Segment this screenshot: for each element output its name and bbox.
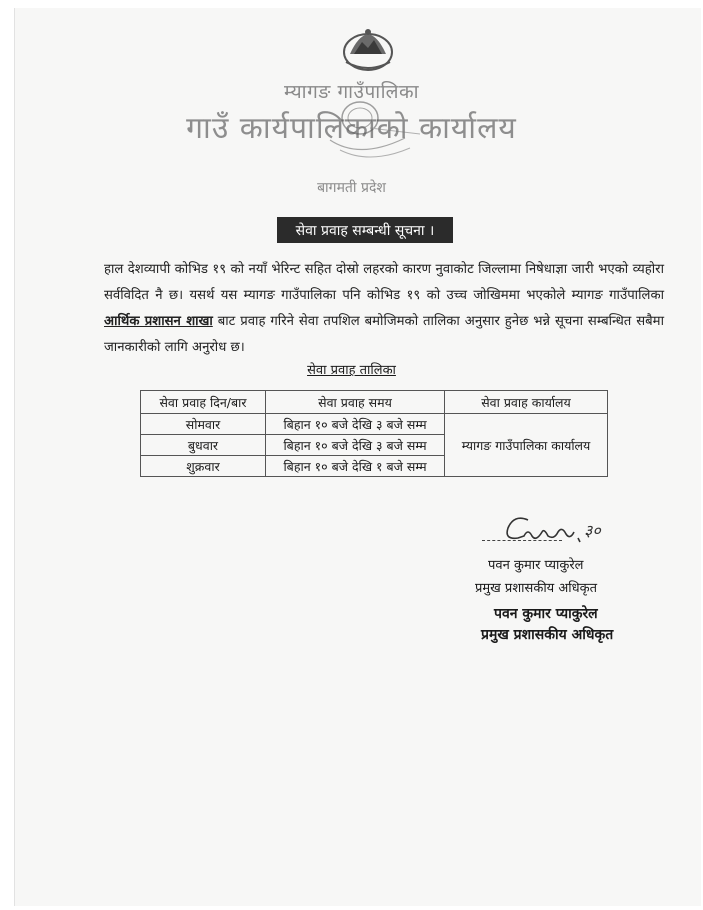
- cell-time: बिहान १० बजे देखि ३ बजे सम्म: [266, 414, 445, 435]
- cell-day: शुक्रवार: [141, 456, 266, 477]
- cell-office: म्यागङ गाउँपालिका कार्यालय: [445, 414, 608, 477]
- handwritten-signature: [484, 506, 644, 550]
- cell-time: बिहान १० बजे देखि ३ बजे सम्म: [266, 435, 445, 456]
- signatory-post: प्रमुख प्रशासकीय अधिकृत: [475, 581, 598, 596]
- header-office: सेवा प्रवाह कार्यालय: [445, 391, 608, 414]
- name-stamp: पवन कुमार प्याकुरेल: [494, 606, 598, 622]
- cell-day: बुधवार: [141, 435, 266, 456]
- table-header-row: [141, 391, 608, 414]
- notice-title: सेवा प्रवाह सम्बन्धी सूचना ।: [277, 217, 453, 243]
- body-text-part1: हाल देशव्यापी कोभिड १९ को नयाँ भेरिन्ट सहित दोस्रो लहरको कारण नुवाकोट जिल्लामा निषेधाज्ञा जारी भएको व्यहोरा सर्वविदित नै छ। यसर्थ यस म्यागङ गाउँपालिका पनि कोभिड १९ को उच्च जोखिममा भएकोले म्यागङ गाउँपालिका: [104, 262, 664, 303]
- signature-line: [482, 540, 562, 541]
- province-name: बागमती प्रदेश: [317, 180, 386, 196]
- cell-day: सोमवार: [141, 414, 266, 435]
- table-row: [141, 414, 608, 435]
- cell-time: बिहान १० बजे देखि १ बजे सम्म: [266, 456, 445, 477]
- body-text-part2: बाट प्रवाह गरिने सेवा तपशिल बमोजिमको तालिका अनुसार हुनेछ भन्ने सूचना सम्बन्धित सबैमा जानकारीको लागि अनुरोध छ।: [104, 314, 664, 355]
- signature-date: ३०: [584, 521, 601, 540]
- header-day: सेवा प्रवाह दिन/बार: [141, 391, 266, 414]
- service-schedule-table: [140, 390, 608, 477]
- table-title: सेवा प्रवाह तालिका: [307, 363, 396, 378]
- header-time: सेवा प्रवाह समय: [266, 391, 445, 414]
- signatory-name: पवन कुमार प्याकुरेल: [488, 558, 584, 573]
- branch-name-highlight: आर्थिक प्रशासन शाखा: [104, 314, 213, 329]
- office-stamp-icon: [310, 90, 440, 170]
- notice-body: [104, 257, 664, 361]
- post-stamp: प्रमुख प्रशासकीय अधिकृत: [481, 627, 614, 643]
- office-name: गाउँ कार्यपालिकाको कार्यालय: [186, 111, 517, 146]
- government-emblem-icon: [336, 24, 400, 76]
- municipality-name: म्यागङ गाउँपालिका: [283, 81, 419, 103]
